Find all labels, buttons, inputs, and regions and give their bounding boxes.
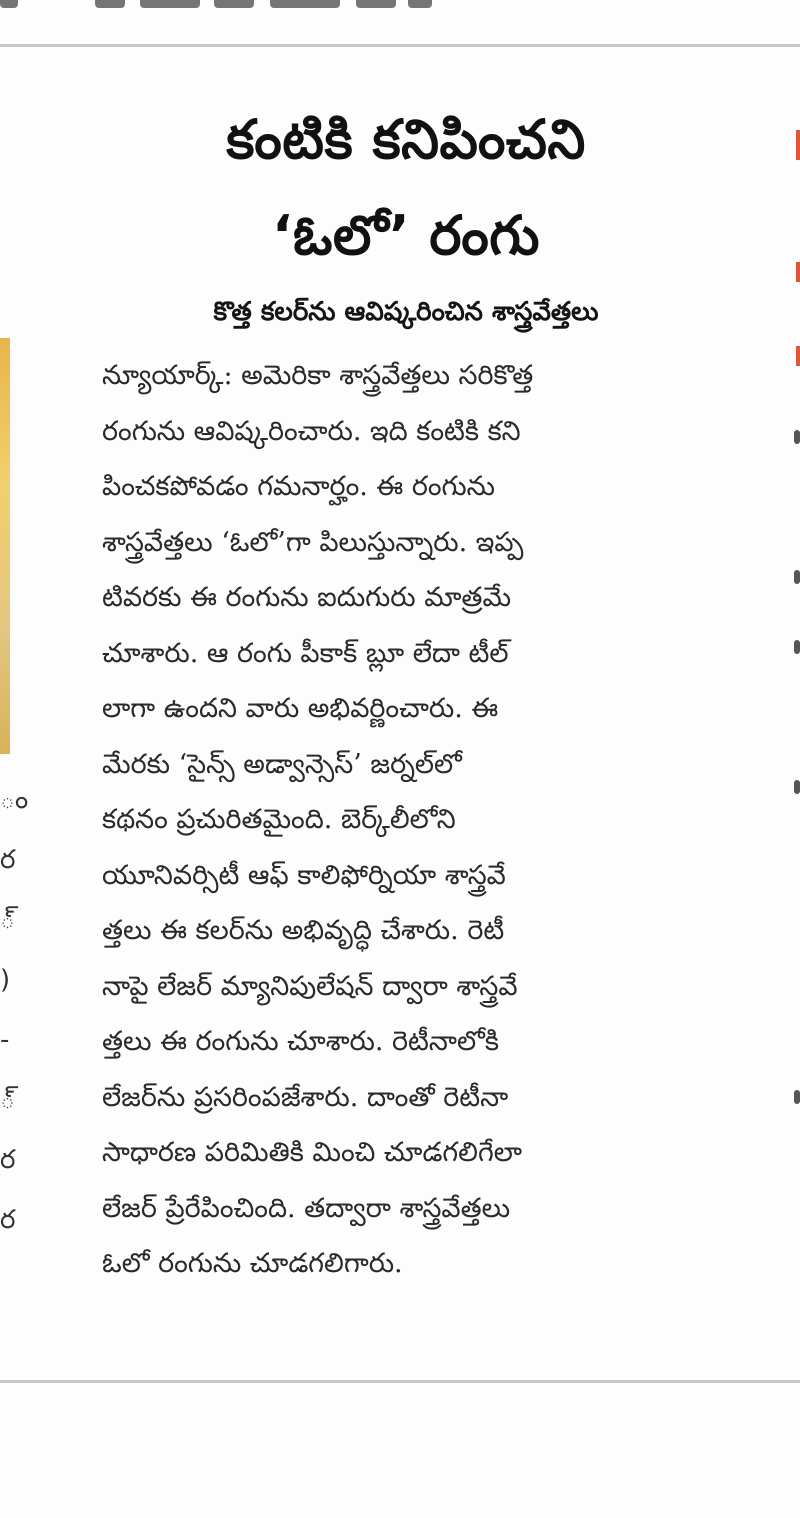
adjacent-right-text: [794, 1090, 800, 1104]
body-line: మేరకు ‘సైన్స్ అడ్వాన్సెస్’ జర్నల్‌లో: [102, 748, 462, 780]
adjacent-right-accent: [796, 262, 800, 282]
adjacent-right-accent: [796, 346, 800, 366]
adjacent-right-text: [794, 430, 800, 444]
body-line: యూనివర్సిటీ ఆఫ్ కాలిఫోర్నియా శాస్త్రవే: [102, 859, 506, 891]
headline-line: కంటికి కనిపించని: [226, 108, 586, 171]
news-article: [96, 92, 716, 1292]
adjacent-right-text: [794, 780, 800, 794]
body-line: రంగును ఆవిష్కరించారు. ఇది కంటికి కని: [102, 415, 521, 447]
previous-article-cutoff: [0, 0, 800, 14]
body-line: పించకపోవడం గమనార్హం. ఈ రంగును: [102, 471, 495, 502]
body-line: శాస్త్రవేత్తలు ‘ఓలో’గా పిలుస్తున్నారు. ఇప్ప: [102, 526, 524, 558]
subheadline: కొత్త కలర్‌ను ఆవిష్కరించిన శాస్త్రవేత్తలు: [213, 297, 599, 327]
body-line: న్యూయార్క్: అమెరికా శాస్త్రవేత్తలు సరికొత్త: [102, 360, 534, 391]
body-line: లేజర్ ప్రేరేపించింది. తద్వారా శాస్త్రవేత్తలు: [102, 1192, 511, 1224]
body-line: కథనం ప్రచురితమైంది. బెర్క్‌లీలోని: [102, 804, 456, 835]
adjacent-right-accent: [796, 130, 800, 160]
body-line: సాధారణ పరిమితికి మించి చూడగలిగేలా: [102, 1137, 522, 1168]
body-line: త్తలు ఈ కలర్‌ను అభివృద్ధి చేశారు. రెటీ: [102, 915, 505, 946]
top-divider: [0, 44, 800, 47]
adjacent-column-text: ం ర ్ ) - ్ ర ర: [0, 785, 29, 1235]
article-body: [102, 348, 706, 1292]
headline: [96, 92, 716, 284]
body-line: నాపై లేజర్ మ్యానిపులేషన్ ద్వారా శాస్త్రవే: [102, 970, 518, 1002]
bottom-divider: [0, 1380, 800, 1383]
headline-line: ‘ఓలో’ రంగు: [272, 204, 540, 267]
body-line: చూశారు. ఆ రంగు పీకాక్ బ్లూ లేదా టీల్: [102, 637, 509, 669]
body-line: త్తలు ఈ రంగును చూశారు. రెటీనాలోకి: [102, 1026, 499, 1057]
body-line: లేజర్‌ను ప్రసరింపజేశారు. దాంతో రెటీనా: [102, 1081, 509, 1113]
body-line: టివరకు ఈ రంగును ఐదుగురు మాత్రమే: [102, 582, 512, 613]
body-line: ఓలో రంగును చూడగలిగారు.: [102, 1248, 403, 1279]
adjacent-column-photo: [0, 338, 10, 754]
body-line: లాగా ఉందని వారు అభివర్ణించారు. ఈ: [102, 693, 499, 724]
adjacent-right-text: [794, 640, 800, 654]
adjacent-right-text: [794, 570, 800, 584]
